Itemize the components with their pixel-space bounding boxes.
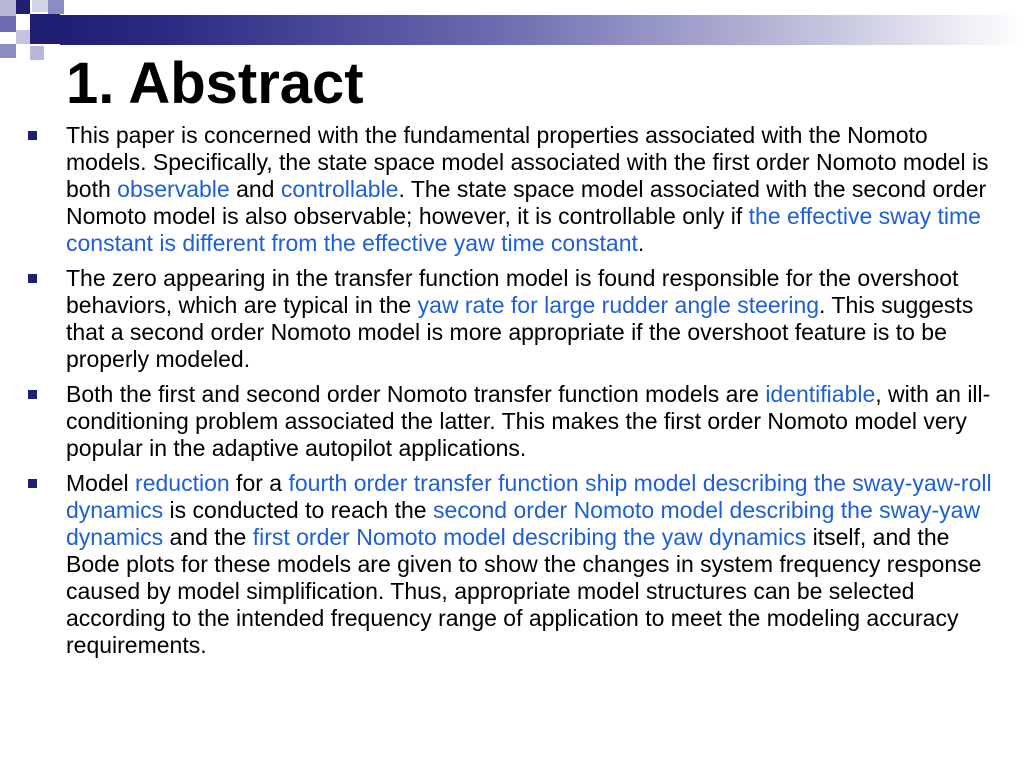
bullet-item-2 (28, 265, 1008, 373)
bullet-text: The zero appearing in the transfer function model is found responsible for the overshoot behaviors, which are typical in the yaw rate for large rudder angle steering. This suggests that a second order Nomoto model is more appropriate if the overshoot feature is to be properly modeled. (66, 265, 974, 372)
header-gradient-bar (60, 15, 1024, 45)
decorative-square-mid (0, 44, 16, 58)
decorative-square-light (30, 46, 44, 60)
decorative-square-mid (48, 0, 64, 14)
decorative-square-dark (16, 0, 30, 14)
bullet-square-icon (28, 274, 37, 283)
bullet-item-3 (28, 381, 1008, 462)
bullet-text: This paper is concerned with the fundamental properties associated with the Nomoto models. Specifically, the state space model associated with the first order Nomoto model is both observable and controllable. The state space model associated with the second order Nomoto model is also observable; however, it is controllable only if the effective sway time constant is different from the effective yaw time constant. (66, 122, 989, 256)
slide-title: 1. Abstract (66, 51, 364, 116)
bullet-text: Model reduction for a fourth order transfer function ship model describing the sway-yaw-roll dynamics is conducted to reach the second order Nomoto model describing the sway-yaw dynamics and the first order Nomoto model describing the yaw dynamics itself, and the Bode plots for these models are given to show the changes in system frequency response caused by model simplification. Thus, appropriate model structures can be selected according to the intended frequency range of application to meet the modeling accuracy requirements. (66, 470, 992, 658)
decorative-square-light (16, 30, 30, 44)
bullet-square-icon (28, 479, 37, 488)
decorative-square-light (0, 0, 16, 16)
bullet-square-icon (28, 390, 37, 399)
bullet-square-icon (28, 131, 37, 140)
decorative-square-light (32, 0, 48, 12)
bullet-item-1 (28, 122, 1008, 257)
bullet-item-4 (28, 470, 1008, 659)
bullet-text: Both the first and second order Nomoto transfer function models are identifiable, with an ill-conditioning problem associated the latter. This makes the first order Nomoto model very popular in the adaptive autopilot applications. (66, 381, 991, 461)
decorative-square-mid (0, 16, 16, 32)
bullet-list (28, 122, 1008, 667)
decorative-square-dark (30, 14, 60, 44)
